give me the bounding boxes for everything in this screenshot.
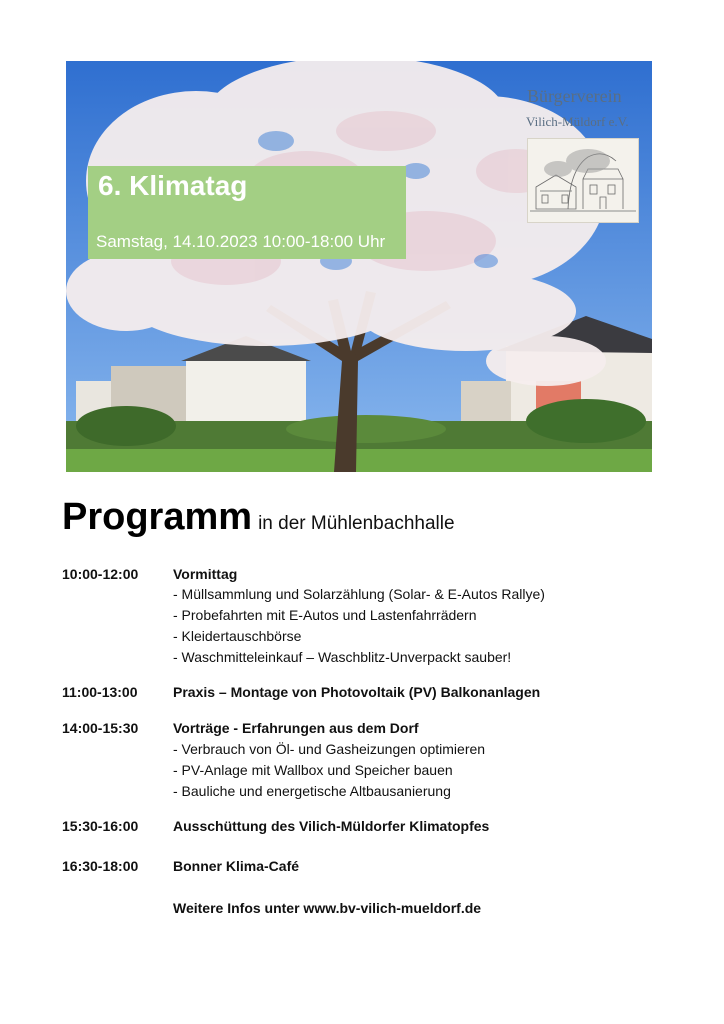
event-date-line: Samstag, 14.10.2023 10:00-18:00 Uhr (96, 232, 386, 251)
slot-item: - PV-Anlage mit Wallbox und Speicher bauen (173, 762, 453, 778)
slot-time: 11:00-13:00 (62, 684, 138, 700)
house-sketch-icon (528, 139, 638, 222)
org-subtitle: Vilich-Müldorf e.V. (526, 114, 629, 129)
slot-item: - Müllsammlung und Solarzählung (Solar- & E-Autos Rallye) (173, 586, 545, 602)
slot-time: 10:00-12:00 (62, 566, 139, 582)
program-heading-row (62, 496, 455, 539)
slot-item: - Kleidertauschbörse (173, 628, 302, 644)
slot-title: Vorträge - Erfahrungen aus dem Dorf (173, 720, 419, 736)
event-title: 6. Klimatag (98, 170, 248, 201)
slot-item: - Bauliche und energetische Altbausanierung (173, 783, 451, 799)
more-info-footer: Weitere Infos unter www.bv-vilich-mueldorf.de (173, 900, 482, 916)
slot-item: - Probefahrten mit E-Autos und Lastenfahrrädern (173, 607, 477, 623)
slot-title: Bonner Klima-Café (173, 858, 300, 874)
slot-time: 14:00-15:30 (62, 720, 139, 736)
slot-item: - Waschmitteleinkauf – Waschblitz-Unverpackt sauber! (173, 649, 512, 665)
slot-title: Vormittag (173, 566, 238, 582)
slot-time: 15:30-16:00 (62, 818, 139, 834)
org-name: Bürgerverein (527, 86, 622, 106)
org-logo-sketch (527, 138, 639, 223)
slot-time: 16:30-18:00 (62, 858, 139, 874)
slot-title: Praxis – Montage von Photovoltaik (PV) Balkonanlagen (173, 684, 541, 700)
program-venue: in der Mühlenbachhalle (258, 513, 455, 534)
slot-item: - Verbrauch von Öl- und Gasheizungen optimieren (173, 741, 486, 757)
slot-title: Ausschüttung des Vilich-Müldorfer Klimatopfes (173, 818, 490, 834)
program-heading: Programm (62, 496, 253, 538)
